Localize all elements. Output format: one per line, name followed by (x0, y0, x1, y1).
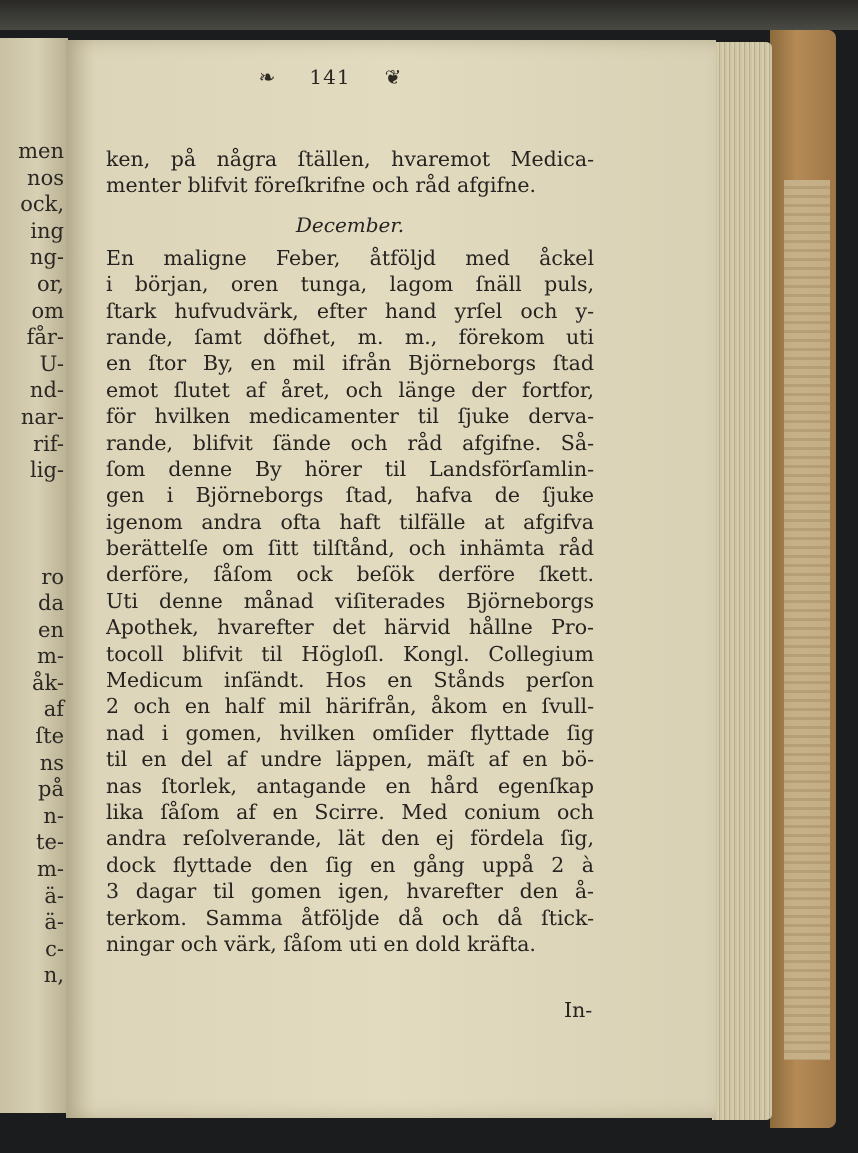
text-line: derföre, ſåſom ock beſök derföre ſkett. (106, 562, 594, 587)
text-line: ken, på några ſtällen, hvaremot Medica- (106, 147, 594, 171)
previous-page-fragment: nar- (20, 404, 64, 429)
catchword: In- (564, 998, 593, 1022)
text-line: 3 dagar til gomen igen, hvarefter den å- (106, 879, 594, 904)
previous-page-fragment: men (18, 139, 64, 163)
previous-page-fragment: m- (36, 644, 64, 669)
previous-page-fragment: ä- (44, 910, 64, 935)
text-line: ſom denne By hörer til Landsförſamlin- (106, 456, 594, 481)
text-line: lika ſåſom af en Scirre. Med conium och (106, 799, 594, 824)
page-number: 141 (309, 65, 351, 89)
text-line: terkom. Samma åtföljde då och då ſtick- (106, 905, 594, 930)
previous-page-fragment: af (43, 697, 64, 722)
previous-page-fragment: m- (36, 857, 64, 882)
text-line: berättelſe om ſitt tilſtånd, och inhämta råd (106, 536, 594, 561)
previous-page-fragment: n, (43, 963, 64, 988)
text-line: för hvilken medicamenter til ſjuke derva- (106, 404, 594, 429)
previous-page-fragment: ing (30, 218, 64, 243)
previous-page-fragment: te- (36, 830, 64, 855)
book-cover-texture (784, 180, 830, 1060)
page-stack-edges (712, 42, 772, 1120)
previous-page-fragment: da (38, 591, 64, 616)
text-line: nad i gomen, hvilken omſider flyttade ſig (106, 720, 594, 745)
text-line: emot ſlutet af året, och länge der fortfor, (106, 377, 594, 402)
paragraph-december (106, 245, 594, 958)
text-line: rande, ſamt döfhet, m. m., förekom uti (106, 324, 594, 349)
previous-page-fragment: rif- (33, 431, 64, 456)
previous-page-fragment (0, 510, 64, 537)
previous-page-fragment: nd- (29, 378, 64, 403)
previous-page-fragment: åk- (32, 670, 64, 695)
left-ornament-icon: ❧ (258, 65, 276, 89)
text-line: ningar och värk, ſåſom uti en dold kräfta. (106, 931, 536, 956)
previous-page-fragment: får- (26, 325, 64, 350)
previous-page-text (0, 138, 68, 989)
previous-page-fragment (0, 484, 64, 511)
previous-page-edge (0, 38, 68, 1113)
background-top (0, 0, 858, 30)
previous-page-fragment: ſte (35, 724, 64, 749)
text-line: Medicum inſändt. Hos en Stånds perſon (106, 668, 594, 693)
previous-page-fragment: ng- (29, 245, 64, 270)
previous-page-fragment: c- (45, 936, 64, 961)
text-line: en ſtor By, en mil ifrån Björneborgs ſtad (106, 351, 594, 376)
text-line: menter blifvit föreſkrifne och råd afgifne. (106, 173, 536, 198)
previous-page-fragment: n- (43, 803, 64, 828)
previous-page-fragment: på (38, 777, 64, 802)
previous-page-fragment: nos (27, 165, 64, 190)
text-line: En maligne Feber, åtföljd med åckel (106, 245, 594, 270)
right-ornament-icon: ❦ (384, 65, 402, 89)
text-line: tocoll blifvit til Högloſl. Kongl. Collegium (106, 641, 594, 666)
background-bottom (0, 1128, 858, 1153)
previous-page-fragment: or, (36, 271, 64, 296)
paragraph-intro (106, 146, 594, 199)
text-line: igenom andra ofta haft tilfälle at afgifva (106, 509, 594, 534)
text-line: i början, oren tunga, lagom ſnäll puls, (106, 272, 594, 297)
previous-page-fragment: om (31, 298, 64, 323)
text-line: 2 och en half mil härifrån, åkom en ſvull- (106, 694, 594, 719)
text-line: nas ſtorlek, antagande en hård egenſkap (106, 773, 594, 798)
text-line: Uti denne månad viſiterades Björneborgs (106, 588, 594, 613)
text-line: Apothek, hvarefter det härvid hållne Pro- (106, 615, 594, 640)
text-line: til en del af undre läppen, mäſt af en bö- (106, 747, 594, 772)
page-header (170, 62, 490, 92)
previous-page-fragment: lig- (30, 458, 64, 483)
text-line: rande, blifvit ſände och råd afgifne. Så- (106, 430, 594, 455)
previous-page-fragment: en (38, 617, 64, 642)
previous-page-fragment: ock, (20, 192, 64, 217)
previous-page-fragment: ä- (44, 883, 64, 908)
previous-page-fragment: ro (41, 564, 64, 589)
previous-page-fragment: ns (39, 750, 64, 775)
text-line: gen i Björneborgs ſtad, hafva de ſjuke (106, 483, 594, 508)
page-body (106, 146, 594, 957)
section-heading: December. (295, 212, 405, 237)
previous-page-fragment (0, 537, 64, 564)
previous-page-fragment: U- (39, 351, 64, 376)
text-line: ſtark hufvudvärk, efter hand yrſel och y- (106, 298, 594, 323)
text-line: andra reſolverande, lät den ej fördela ſig, (106, 826, 594, 851)
text-line: dock flyttade den ſig en gång uppå 2 à (106, 852, 594, 877)
